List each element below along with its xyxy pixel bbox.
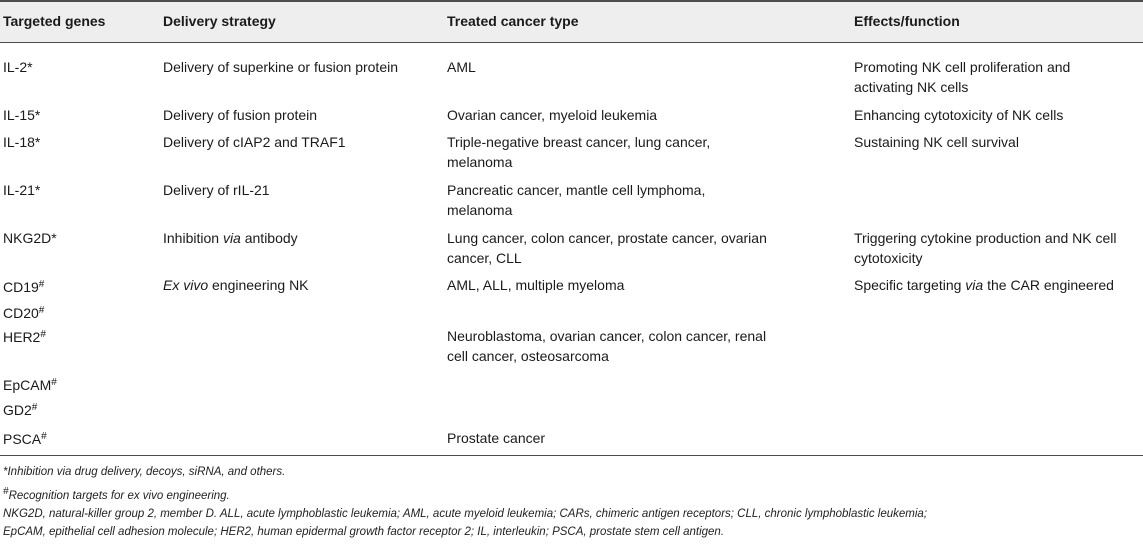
cancer-cell: Neuroblastoma, ovarian cancer, colon cancer, renal bbox=[447, 328, 767, 344]
strategy-cell: Ex vivo engineering NK bbox=[163, 277, 309, 293]
gene-cell: CD19# bbox=[3, 279, 45, 295]
effects-cell: Enhancing cytotoxicity of NK cells bbox=[854, 107, 1064, 123]
cancer-cell-line2: cancer, CLL bbox=[447, 250, 522, 266]
cancer-cell: AML, ALL, multiple myeloma bbox=[447, 277, 625, 293]
gene-cell: IL-2* bbox=[3, 59, 33, 75]
gene-cell: NKG2D* bbox=[3, 230, 57, 246]
effects-cell-line2: activating NK cells bbox=[854, 79, 969, 95]
header-treated-cancer-type: Treated cancer type bbox=[447, 13, 579, 29]
footnote-abbreviations-1: NKG2D, natural-killer group 2, member D. ALL, acute lymphoblastic leukemia; AML, acute myeloid leukemia; CARs, chimeric antigen receptors; CLL, chronic lymphoblastic leukemia; bbox=[3, 508, 928, 520]
table-header-row bbox=[0, 0, 1143, 42]
table-bottom-rule bbox=[0, 455, 1143, 456]
gene-cell: EpCAM# bbox=[3, 377, 57, 393]
cancer-cell: AML bbox=[447, 59, 476, 75]
header-targeted-genes: Targeted genes bbox=[3, 13, 106, 29]
gene-cell: GD2# bbox=[3, 402, 38, 418]
effects-cell: Specific targeting via the CAR engineered bbox=[854, 277, 1114, 293]
cancer-cell-line2: melanoma bbox=[447, 202, 513, 218]
cancer-cell: Lung cancer, colon cancer, prostate cancer, ovarian bbox=[447, 230, 767, 246]
header-delivery-strategy: Delivery strategy bbox=[163, 13, 276, 29]
gene-cell: IL-21* bbox=[3, 182, 41, 198]
strategy-cell: Delivery of rIL-21 bbox=[163, 182, 270, 198]
gene-cell: PSCA# bbox=[3, 431, 47, 447]
gene-cell: IL-18* bbox=[3, 134, 41, 150]
header-divider bbox=[0, 42, 1143, 43]
strategy-cell: Inhibition via antibody bbox=[163, 230, 298, 246]
cancer-cell: Pancreatic cancer, mantle cell lymphoma, bbox=[447, 182, 706, 198]
strategy-cell: Delivery of cIAP2 and TRAF1 bbox=[163, 134, 346, 150]
effects-cell: Promoting NK cell proliferation and bbox=[854, 59, 1071, 75]
strategy-cell: Delivery of fusion protein bbox=[163, 107, 318, 123]
cancer-cell-line2: melanoma bbox=[447, 154, 513, 170]
gene-cell: CD20# bbox=[3, 305, 45, 321]
effects-cell-line2: cytotoxicity bbox=[854, 250, 923, 266]
effects-cell: Triggering cytokine production and NK cell bbox=[854, 230, 1117, 246]
footnote-abbreviations-2: EpCAM, epithelial cell adhesion molecule; HER2, human epidermal growth factor receptor 2; IL, interleukin; PSCA, prostate stem cell antigen. bbox=[3, 526, 725, 538]
header-effects-function: Effects/function bbox=[854, 13, 960, 29]
gene-cell: HER2# bbox=[3, 329, 46, 345]
footnote-star: *Inhibition via drug delivery, decoys, siRNA, and others. bbox=[3, 466, 286, 478]
strategy-cell: Delivery of superkine or fusion protein bbox=[163, 59, 399, 75]
gene-cell: IL-15* bbox=[3, 107, 41, 123]
cancer-cell-line2: cell cancer, osteosarcoma bbox=[447, 348, 609, 364]
cancer-cell: Ovarian cancer, myeloid leukemia bbox=[447, 107, 658, 123]
effects-cell: Sustaining NK cell survival bbox=[854, 134, 1019, 150]
cancer-cell: Prostate cancer bbox=[447, 430, 546, 446]
cancer-cell: Triple-negative breast cancer, lung cancer, bbox=[447, 134, 711, 150]
footnote-hash: #Recognition targets for ex vivo engineering. bbox=[3, 486, 230, 502]
